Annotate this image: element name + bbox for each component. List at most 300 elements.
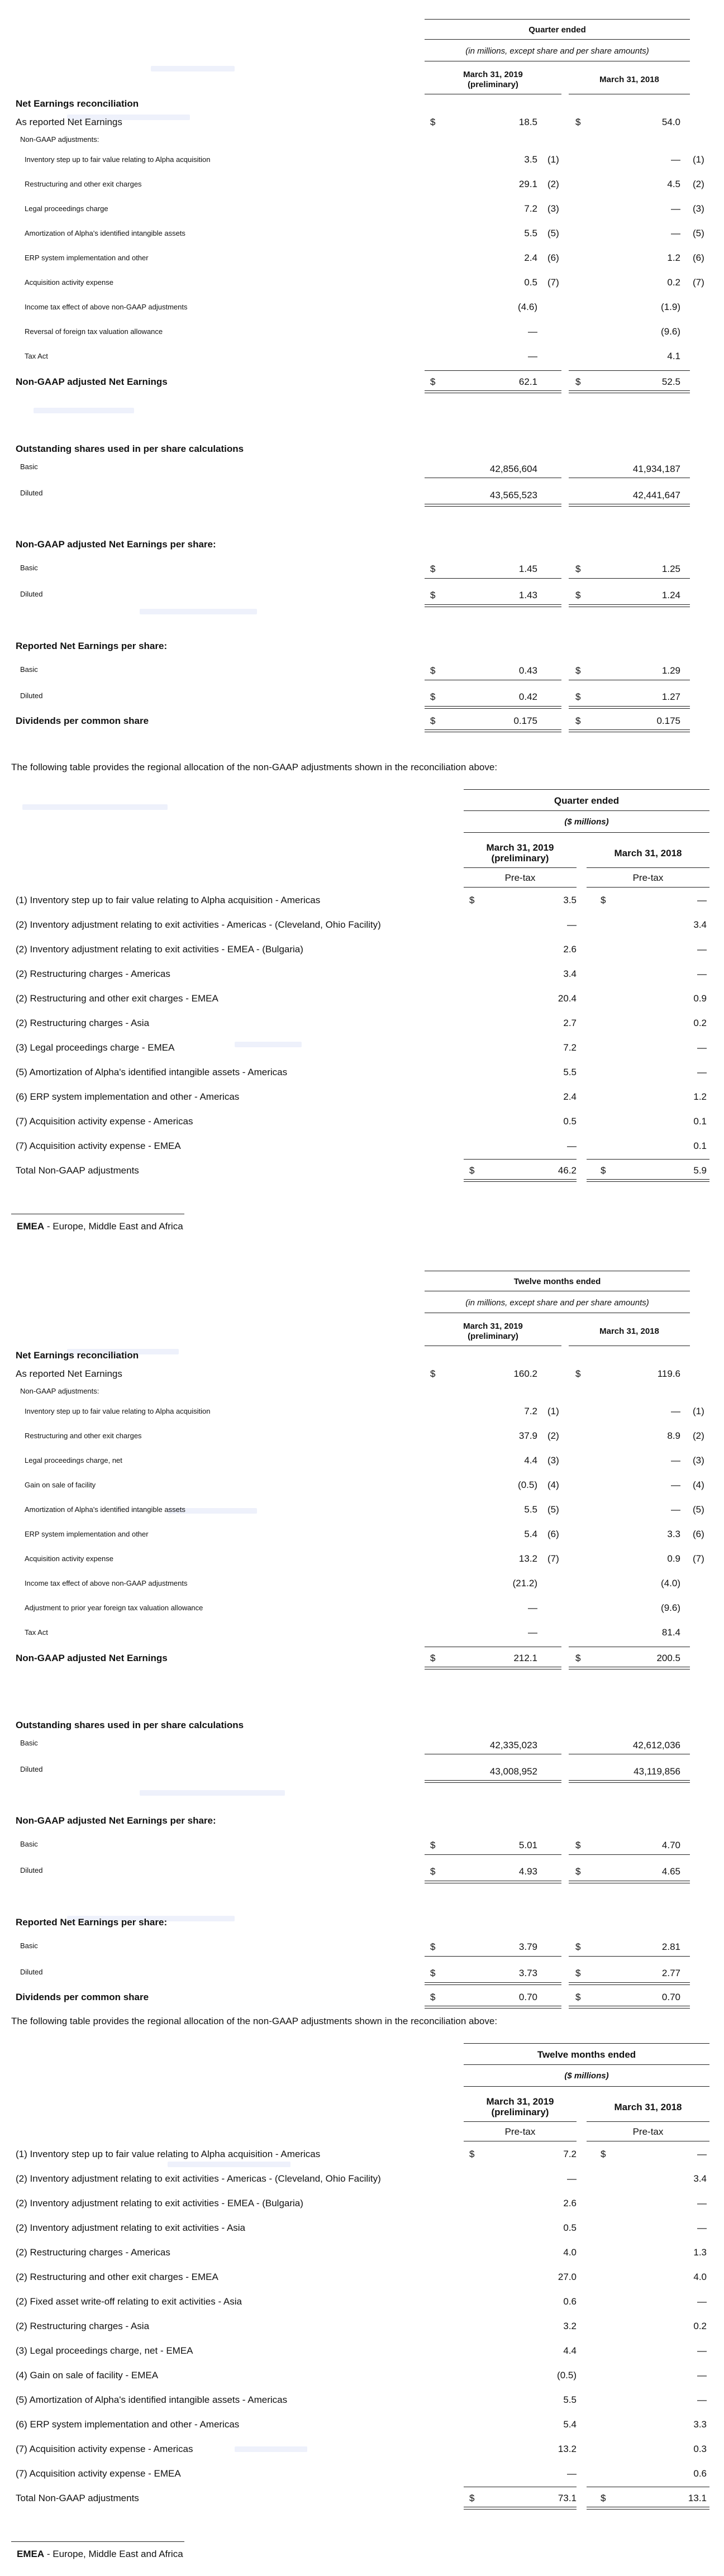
footnote-ref: (2) xyxy=(547,179,559,189)
adjustment-label: Inventory step up to fair value relating to Alpha acquisition xyxy=(25,155,211,164)
dollar-sign: $ xyxy=(575,1992,581,2002)
value-cell: 1.27 xyxy=(661,691,680,702)
value-cell: — xyxy=(567,1141,577,1151)
value-cell: 0.175 xyxy=(656,715,680,726)
col2-date: March 31, 2018 xyxy=(599,75,659,84)
allocation-label: (7) Acquisition activity expense - Americas xyxy=(16,1116,193,1127)
value-cell: 212.1 xyxy=(513,1653,537,1663)
value-cell: — xyxy=(671,1504,680,1515)
value-cell: — xyxy=(528,326,537,337)
total-double-rule xyxy=(425,604,561,605)
non-gaap-label: Non-GAAP adjusted Net Earnings xyxy=(16,376,168,387)
value-cell: 3.4 xyxy=(563,969,577,979)
value-cell: 42,612,036 xyxy=(632,1740,680,1750)
adjustment-label: Legal proceedings charge, net xyxy=(25,1456,122,1464)
footnote-ref: (2) xyxy=(693,1430,704,1441)
value-cell: — xyxy=(697,2222,707,2233)
value-cell: 3.73 xyxy=(518,1968,537,1978)
value-cell: 7.2 xyxy=(524,1406,537,1416)
value-cell: 62.1 xyxy=(518,376,537,387)
value-cell: — xyxy=(567,919,577,930)
value-cell: — xyxy=(697,2345,707,2356)
footnote-ref: (7) xyxy=(547,1553,559,1564)
allocation-label: (2) Restructuring and other exit charges - EMEA xyxy=(16,2272,218,2282)
value-cell: 7.2 xyxy=(563,2149,577,2159)
allocation-label: (2) Inventory adjustment relating to exit activities - EMEA - (Bulgaria) xyxy=(16,2198,303,2208)
footnote-ref: (3) xyxy=(693,203,704,214)
footnote-abbrev: EMEA xyxy=(17,2549,45,2559)
header-mid-rule xyxy=(464,810,709,811)
total-double-rule xyxy=(425,390,561,391)
value-cell: (9.6) xyxy=(661,1602,680,1613)
allocation-label: (2) Restructuring charges - Americas xyxy=(16,2247,170,2258)
value-cell: 3.5 xyxy=(563,895,577,905)
dollar-sign: $ xyxy=(469,895,475,905)
value-cell: 0.1 xyxy=(693,1116,707,1127)
col2-date: March 31, 2018 xyxy=(614,848,682,858)
dollar-sign: $ xyxy=(469,2149,475,2159)
dollar-sign: $ xyxy=(575,1653,581,1663)
adjustment-label: Inventory step up to fair value relating to Alpha acquisition xyxy=(25,1407,211,1415)
dollar-sign: $ xyxy=(575,1840,581,1850)
footnote-emea xyxy=(17,2549,183,2559)
footnote-ref: (6) xyxy=(693,1529,704,1539)
header-units: (in millions, except share and per share amounts) xyxy=(465,1298,649,1308)
faint-background-text xyxy=(22,804,168,810)
section-title: Net Earnings reconciliation xyxy=(16,98,139,109)
allocation-label: (2) Inventory adjustment relating to exit activities - EMEA - (Bulgaria) xyxy=(16,944,303,955)
value-cell: 5.5 xyxy=(524,228,537,238)
value-cell: (21.2) xyxy=(512,1578,537,1588)
value-cell: 5.9 xyxy=(693,1165,707,1176)
row-label: Diluted xyxy=(20,1968,43,1976)
value-cell: 1.2 xyxy=(693,1091,707,1102)
value-cell: (0.5) xyxy=(518,1480,537,1490)
header-rule xyxy=(464,832,709,833)
value-cell: — xyxy=(697,2296,707,2307)
dollar-sign: $ xyxy=(575,564,581,574)
row-rule xyxy=(569,1956,690,1957)
allocation-label: (2) Inventory adjustment relating to exit activities - Asia xyxy=(16,2222,246,2233)
dollar-sign: $ xyxy=(601,2493,606,2503)
allocation-label: (3) Legal proceedings charge - EMEA xyxy=(16,1042,175,1053)
footnote-ref: (4) xyxy=(693,1480,704,1490)
total-double-rule xyxy=(569,729,690,730)
adjustment-label: Income tax effect of above non-GAAP adjustments xyxy=(25,303,188,311)
value-cell: — xyxy=(528,351,537,361)
dollar-sign: $ xyxy=(575,1941,581,1952)
faint-background-text xyxy=(140,1790,285,1796)
row-label: Diluted xyxy=(20,691,43,700)
value-cell: — xyxy=(567,2173,577,2184)
adjustment-label: Adjustment to prior year foreign tax valuation allowance xyxy=(25,1604,203,1612)
total-double-rule xyxy=(425,1780,561,1781)
value-cell: (4.6) xyxy=(518,302,537,312)
footnote-emea xyxy=(17,1222,183,1231)
subtotal-rule xyxy=(569,370,690,371)
value-cell: — xyxy=(671,1480,680,1490)
adjustment-label: Tax Act xyxy=(25,352,48,360)
value-cell: 2.81 xyxy=(661,1941,680,1952)
header-rule xyxy=(464,2086,709,2087)
value-cell: — xyxy=(697,944,707,955)
adjustment-label: Amortization of Alpha's identified intangible assets xyxy=(25,229,185,237)
value-cell: 0.5 xyxy=(524,277,537,288)
footnote-abbrev: EMEA xyxy=(17,1221,45,1232)
dollar-sign: $ xyxy=(575,1968,581,1978)
value-cell: 43,119,856 xyxy=(634,1766,680,1777)
allocation-label: (2) Fixed asset write-off relating to exit activities - Asia xyxy=(16,2296,242,2307)
footnote-ref: (4) xyxy=(547,1480,559,1490)
value-cell: — xyxy=(528,1627,537,1638)
row-rule xyxy=(569,578,690,579)
value-cell: 3.3 xyxy=(693,2419,707,2430)
intro-text: The following table provides the regional allocation of the non-GAAP adjustments shown in the reconciliation above: xyxy=(11,2016,498,2026)
value-cell: 3.5 xyxy=(524,154,537,165)
value-cell: 160.2 xyxy=(513,1368,537,1379)
value-cell: 1.24 xyxy=(661,590,680,600)
header-units: (in millions, except share and per share amounts) xyxy=(465,46,649,56)
row-label: Diluted xyxy=(20,1765,43,1773)
value-cell: 0.42 xyxy=(518,691,537,702)
col1-date: March 31, 2019 xyxy=(463,1322,523,1331)
total-double-rule xyxy=(425,1982,561,1983)
pretax-label: Pre-tax xyxy=(504,872,536,883)
footnote-ref: (1) xyxy=(693,154,704,165)
section-title: Net Earnings reconciliation xyxy=(16,1350,139,1361)
footnote-ref: (3) xyxy=(547,1455,559,1466)
value-cell: 3.4 xyxy=(693,2173,707,2184)
total-double-rule xyxy=(464,1179,577,1180)
value-cell: 3.2 xyxy=(563,2321,577,2331)
value-cell: 0.2 xyxy=(693,2321,707,2331)
value-cell: 46.2 xyxy=(558,1165,577,1176)
pretax-label: Pre-tax xyxy=(632,872,664,883)
col1-underline xyxy=(464,887,577,888)
total-double-rule xyxy=(425,706,561,707)
adjustment-label: Gain on sale of facility xyxy=(25,1481,96,1489)
value-cell: 41,934,187 xyxy=(632,464,680,474)
value-cell: 0.2 xyxy=(667,277,680,288)
value-cell: 0.5 xyxy=(563,1116,577,1127)
footnote-ref: (7) xyxy=(693,277,704,288)
value-cell: 5.5 xyxy=(524,1504,537,1515)
value-cell: — xyxy=(697,969,707,979)
dollar-sign: $ xyxy=(575,376,581,387)
value-cell: 13.2 xyxy=(558,2444,577,2454)
subsection-title: Non-GAAP adjustments: xyxy=(20,135,99,144)
col1-date: March 31, 2019 xyxy=(463,70,523,79)
allocation-label: (2) Restructuring and other exit charges - EMEA xyxy=(16,993,218,1004)
row-label: Diluted xyxy=(20,489,43,497)
dollar-sign: $ xyxy=(575,117,581,127)
footnote-ref: (6) xyxy=(547,252,559,263)
col1-underline xyxy=(464,867,577,868)
value-cell: 0.3 xyxy=(693,2444,707,2454)
dollar-sign: $ xyxy=(469,1165,475,1176)
value-cell: 43,008,952 xyxy=(489,1766,537,1777)
col1-status: (preliminary) xyxy=(491,2107,549,2117)
dollar-sign: $ xyxy=(430,1968,436,1978)
dollar-sign: $ xyxy=(430,1368,436,1379)
adjustment-label: Amortization of Alpha's identified intangible assets xyxy=(25,1505,185,1514)
col1-date: March 31, 2019 xyxy=(486,842,554,853)
value-cell: — xyxy=(671,154,680,165)
value-cell: 4.5 xyxy=(667,179,680,189)
header-period: Twelve months ended xyxy=(513,1277,601,1286)
value-cell: 2.77 xyxy=(661,1968,680,1978)
allocation-label: (3) Legal proceedings charge, net - EMEA xyxy=(16,2345,193,2356)
value-cell: 3.79 xyxy=(518,1941,537,1952)
value-cell: 0.6 xyxy=(693,2468,707,2479)
footnote-ref: (5) xyxy=(547,1504,559,1515)
value-cell: 2.6 xyxy=(563,944,577,955)
adjustment-label: Income tax effect of above non-GAAP adjustments xyxy=(25,1579,188,1587)
header-top-rule xyxy=(464,789,709,790)
value-cell: — xyxy=(671,1406,680,1416)
dollar-sign: $ xyxy=(430,590,436,600)
dollar-sign: $ xyxy=(575,1368,581,1379)
value-cell: 4.0 xyxy=(563,2247,577,2258)
adjustment-label: Restructuring and other exit charges xyxy=(25,1432,142,1440)
row-rule xyxy=(425,1854,561,1855)
dollar-sign: $ xyxy=(430,1653,436,1663)
row-label: Diluted xyxy=(20,1866,43,1874)
footnote-text: - Europe, Middle East and Africa xyxy=(44,1221,183,1232)
header-top-rule xyxy=(425,19,690,20)
section-title: Non-GAAP adjusted Net Earnings per share: xyxy=(16,539,216,550)
footnote-ref: (7) xyxy=(693,1553,704,1564)
value-cell: 2.7 xyxy=(563,1018,577,1028)
value-cell: 54.0 xyxy=(661,117,680,127)
value-cell: 5.4 xyxy=(524,1529,537,1539)
faint-background-text xyxy=(140,609,257,614)
total-double-rule xyxy=(569,1982,690,1983)
value-cell: 1.29 xyxy=(661,665,680,676)
footnote-ref: (3) xyxy=(547,203,559,214)
value-cell: (1.9) xyxy=(661,302,680,312)
value-cell: 0.175 xyxy=(513,715,537,726)
subtotal-rule xyxy=(587,1159,709,1160)
value-cell: — xyxy=(697,2370,707,2381)
faint-background-text xyxy=(151,66,235,71)
allocation-label: (1) Inventory step up to fair value relating to Alpha acquisition - Americas xyxy=(16,895,321,905)
value-cell: 81.4 xyxy=(661,1627,680,1638)
value-cell: 0.5 xyxy=(563,2222,577,2233)
value-cell: 0.70 xyxy=(661,1992,680,2002)
value-cell: 2.4 xyxy=(524,252,537,263)
footnote-ref: (5) xyxy=(693,228,704,238)
pretax-label: Pre-tax xyxy=(504,2126,536,2137)
allocation-label: (2) Inventory adjustment relating to exit activities - Americas - (Cleveland, Ohio Facility) xyxy=(16,919,381,930)
value-cell: — xyxy=(528,1602,537,1613)
value-cell: 20.4 xyxy=(558,993,577,1004)
allocation-label: (2) Restructuring charges - Asia xyxy=(16,1018,150,1028)
footnote-rule xyxy=(11,2541,184,2542)
total-label: Total Non-GAAP adjustments xyxy=(16,1165,139,1176)
header-period: Quarter ended xyxy=(528,25,586,35)
value-cell: 42,335,023 xyxy=(489,1740,537,1750)
dollar-sign: $ xyxy=(430,1941,436,1952)
footnote-ref: (1) xyxy=(693,1406,704,1416)
allocation-label: (5) Amortization of Alpha's identified intangible assets - Americas xyxy=(16,1067,288,1077)
allocation-label: (7) Acquisition activity expense - EMEA xyxy=(16,2468,181,2479)
header-mid-rule xyxy=(464,2064,709,2065)
value-cell: 1.25 xyxy=(661,564,680,574)
adjustment-label: ERP system implementation and other xyxy=(25,1530,149,1538)
value-cell: 42,441,647 xyxy=(632,490,680,500)
value-cell: — xyxy=(697,2198,707,2208)
dollar-sign: $ xyxy=(575,1866,581,1877)
adjustment-label: Restructuring and other exit charges xyxy=(25,180,142,188)
row-label: Basic xyxy=(20,462,38,471)
dollar-sign: $ xyxy=(575,665,581,676)
dollar-sign: $ xyxy=(575,590,581,600)
total-double-rule xyxy=(569,1780,690,1781)
footnote-ref: (1) xyxy=(547,154,559,165)
dollar-sign: $ xyxy=(601,2149,606,2159)
value-cell: 4.4 xyxy=(524,1455,537,1466)
value-cell: 42,856,604 xyxy=(489,464,537,474)
dollar-sign: $ xyxy=(430,665,436,676)
dollar-sign: $ xyxy=(430,1992,436,2002)
dollar-sign: $ xyxy=(430,117,436,127)
footnote-ref: (6) xyxy=(547,1529,559,1539)
allocation-label: (2) Restructuring charges - Americas xyxy=(16,969,170,979)
value-cell: 73.1 xyxy=(558,2493,577,2503)
allocation-label: (1) Inventory step up to fair value relating to Alpha acquisition - Americas xyxy=(16,2149,321,2159)
section-title: Outstanding shares used in per share calculations xyxy=(16,1720,244,1730)
value-cell: 43,565,523 xyxy=(489,490,537,500)
value-cell: 0.6 xyxy=(563,2296,577,2307)
faint-background-text xyxy=(235,1042,302,1047)
col1-status: (preliminary) xyxy=(468,1332,518,1341)
value-cell: 13.1 xyxy=(688,2493,707,2503)
col2-date: March 31, 2018 xyxy=(599,1327,659,1336)
value-cell: 1.3 xyxy=(693,2247,707,2258)
subsection-title: Non-GAAP adjustments: xyxy=(20,1387,99,1395)
footnote-ref: (7) xyxy=(547,277,559,288)
value-cell: 27.0 xyxy=(558,2272,577,2282)
allocation-label: (7) Acquisition activity expense - Americas xyxy=(16,2444,193,2454)
total-double-rule xyxy=(425,729,561,730)
value-cell: 29.1 xyxy=(518,179,537,189)
row-label: Diluted xyxy=(20,590,43,598)
subtotal-rule xyxy=(464,1159,577,1160)
value-cell: 0.1 xyxy=(693,1141,707,1151)
value-cell: 8.9 xyxy=(667,1430,680,1441)
footnote-ref: (1) xyxy=(547,1406,559,1416)
value-cell: 2.4 xyxy=(563,1091,577,1102)
row-label: Basic xyxy=(20,1739,38,1747)
footnote-ref: (2) xyxy=(547,1430,559,1441)
col1-date: March 31, 2019 xyxy=(486,2096,554,2107)
adjustment-label: Acquisition activity expense xyxy=(25,1554,113,1563)
value-cell: (9.6) xyxy=(661,326,680,337)
dollar-sign: $ xyxy=(575,715,581,726)
value-cell: 5.5 xyxy=(563,2394,577,2405)
col1-underline xyxy=(464,2121,577,2122)
value-cell: 4.1 xyxy=(667,351,680,361)
value-cell: 4.0 xyxy=(693,2272,707,2282)
row-label: Basic xyxy=(20,1941,38,1950)
allocation-label: (2) Inventory adjustment relating to exit activities - Americas - (Cleveland, Ohio Facility) xyxy=(16,2173,381,2184)
section-title: Non-GAAP adjusted Net Earnings per share: xyxy=(16,1815,216,1826)
total-double-rule xyxy=(569,706,690,707)
col2-underline xyxy=(587,2121,709,2122)
col1-status: (preliminary) xyxy=(468,80,518,89)
value-cell: 13.2 xyxy=(518,1553,537,1564)
dollar-sign: $ xyxy=(430,376,436,387)
value-cell: 37.9 xyxy=(518,1430,537,1441)
value-cell: 119.6 xyxy=(657,1368,680,1379)
value-cell: 4.4 xyxy=(563,2345,577,2356)
value-cell: (4.0) xyxy=(661,1578,680,1588)
footnote-ref: (3) xyxy=(693,1455,704,1466)
value-cell: — xyxy=(697,1042,707,1053)
dollar-sign: $ xyxy=(469,2493,475,2503)
total-label: Total Non-GAAP adjustments xyxy=(16,2493,139,2503)
adjustment-label: Legal proceedings charge xyxy=(25,204,108,213)
value-cell: 200.5 xyxy=(656,1653,680,1663)
dollar-sign: $ xyxy=(430,1866,436,1877)
dollar-sign: $ xyxy=(430,715,436,726)
faint-background-text xyxy=(235,2446,307,2452)
value-cell: — xyxy=(671,203,680,214)
dollar-sign: $ xyxy=(601,895,606,905)
dollar-sign: $ xyxy=(575,691,581,702)
value-cell: 5.5 xyxy=(563,1067,577,1077)
total-double-rule xyxy=(569,390,690,391)
value-cell: 0.2 xyxy=(693,1018,707,1028)
dividends-label: Dividends per common share xyxy=(16,715,149,726)
value-cell: 0.9 xyxy=(693,993,707,1004)
allocation-label: (6) ERP system implementation and other - Americas xyxy=(16,1091,240,1102)
section-title: Reported Net Earnings per share: xyxy=(16,1917,168,1928)
faint-background-text xyxy=(34,408,134,413)
value-cell: 4.65 xyxy=(661,1866,680,1877)
footnote-ref: (5) xyxy=(547,228,559,238)
as-reported-label: As reported Net Earnings xyxy=(16,1368,122,1379)
value-cell: 3.4 xyxy=(693,919,707,930)
value-cell: 5.4 xyxy=(563,2419,577,2430)
allocation-label: (2) Restructuring charges - Asia xyxy=(16,2321,150,2331)
dollar-sign: $ xyxy=(430,564,436,574)
value-cell: 4.93 xyxy=(518,1866,537,1877)
footnote-text: - Europe, Middle East and Africa xyxy=(44,2549,183,2559)
row-rule xyxy=(425,578,561,579)
row-rule xyxy=(569,1854,690,1855)
value-cell: 3.3 xyxy=(667,1529,680,1539)
value-cell: 4.70 xyxy=(661,1840,680,1850)
value-cell: 5.01 xyxy=(518,1840,537,1850)
value-cell: 1.2 xyxy=(667,252,680,263)
dollar-sign: $ xyxy=(601,1165,606,1176)
adjustment-label: Acquisition activity expense xyxy=(25,278,113,287)
footnote-ref: (2) xyxy=(693,179,704,189)
row-label: Basic xyxy=(20,564,38,572)
value-cell: — xyxy=(697,2394,707,2405)
value-cell: — xyxy=(671,228,680,238)
value-cell: — xyxy=(567,2468,577,2479)
value-cell: 18.5 xyxy=(518,117,537,127)
faint-background-text xyxy=(168,2162,290,2167)
header-period: Twelve months ended xyxy=(537,2049,636,2060)
col1-status: (preliminary) xyxy=(491,853,549,864)
intro-text: The following table provides the regional allocation of the non-GAAP adjustments shown in the reconciliation above: xyxy=(11,762,498,772)
section-title: Outstanding shares used in per share calculations xyxy=(16,443,244,454)
header-units: ($ millions) xyxy=(564,817,609,827)
